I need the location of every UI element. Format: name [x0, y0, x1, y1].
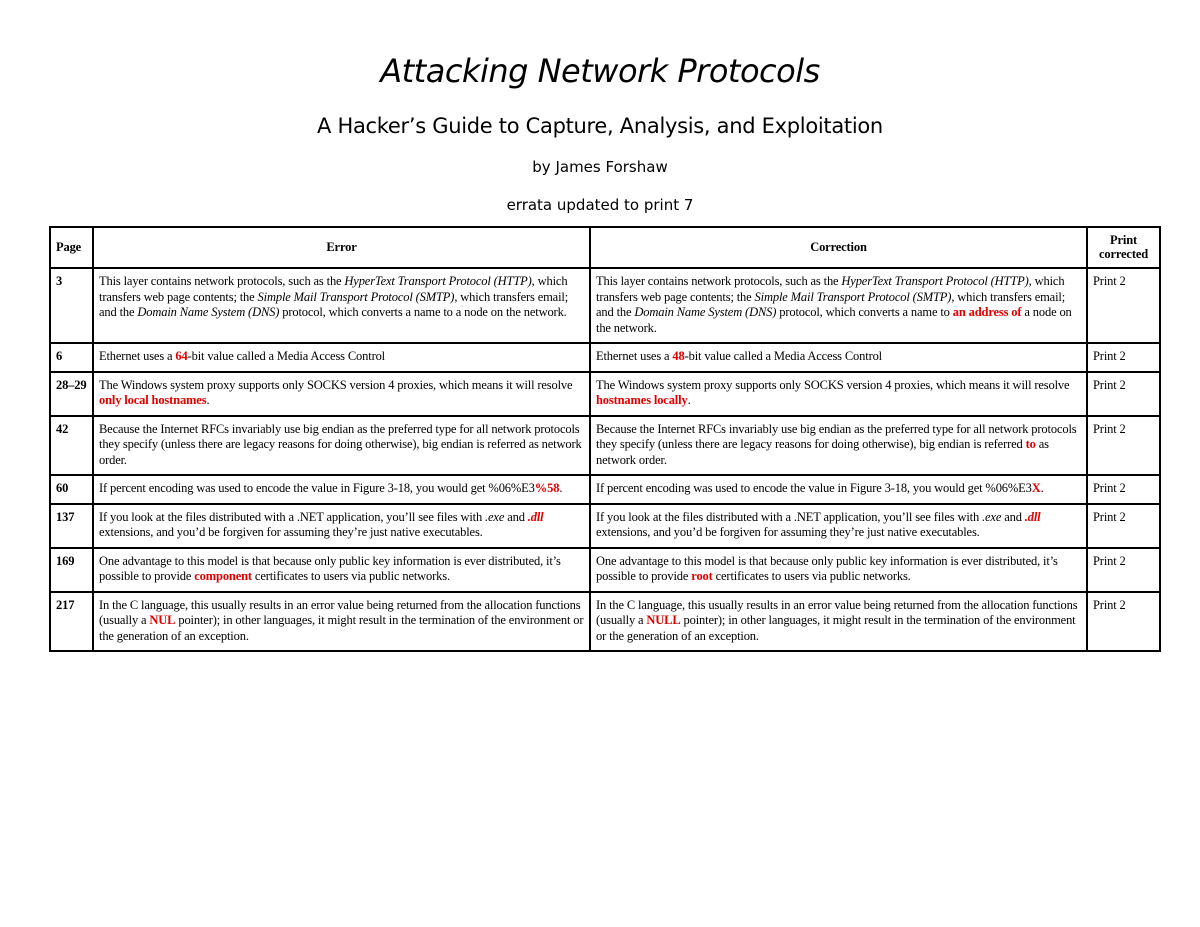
text-segment: extensions, and you’d be forgiven for assuming they’re just native executables.: [596, 525, 980, 539]
text-segment: Domain Name System (DNS): [137, 305, 280, 319]
text-segment: .: [559, 481, 563, 495]
cell-print-corrected: Print 2: [1087, 268, 1160, 343]
author-line: by James Forshaw: [532, 158, 668, 176]
highlighted-change: NULL: [646, 613, 681, 627]
text-segment: HyperText Transport Protocol (HTTP): [344, 274, 532, 288]
cell-correction: [590, 416, 1087, 476]
cell-correction: [590, 343, 1087, 372]
table-row: [50, 592, 1160, 652]
cell-page: 42: [50, 416, 93, 476]
text-segment: -bit value called a Media Access Control: [684, 349, 882, 363]
cell-page: 217: [50, 592, 93, 652]
cell-print-corrected: Print 2: [1087, 592, 1160, 652]
text-segment: If percent encoding was used to encode the value in Figure 3-18, you would get %06%E3: [99, 481, 535, 495]
text-segment: .exe: [982, 509, 1002, 524]
highlighted-change: 64: [175, 349, 188, 363]
text-segment: , which transfers web page contents; the: [99, 274, 568, 304]
cell-error: [93, 416, 590, 476]
cell-error: [93, 343, 590, 372]
table-row: [50, 504, 1160, 548]
text-segment: Simple Mail Transport Protocol (SMTP): [754, 289, 952, 304]
header-page: Page: [50, 227, 93, 268]
text-segment: -bit value called a Media Access Control: [187, 349, 385, 363]
text-segment: This layer contains network protocols, such as the: [596, 274, 842, 288]
text-segment: .: [1040, 481, 1044, 495]
cell-correction: [590, 504, 1087, 548]
cell-correction: [590, 548, 1087, 592]
text-segment: and: [1001, 509, 1025, 524]
text-segment: The Windows system proxy supports only SOCKS version 4 proxies, which means it will resolve: [99, 377, 573, 392]
cell-page: 28–29: [50, 372, 93, 416]
text-segment: Domain Name System (DNS): [634, 305, 777, 319]
table-row: [50, 416, 1160, 476]
text-segment: certificates to users via public networks.: [251, 569, 450, 583]
table-row: [50, 268, 1160, 343]
cell-page: 3: [50, 268, 93, 343]
text-segment: One advantage to this model is that because only public key information is ever distributed, it’s possible to provide: [99, 553, 561, 583]
cell-page: 6: [50, 343, 93, 372]
text-segment: , which transfers web page contents; the: [596, 274, 1065, 304]
table-row: [50, 475, 1160, 504]
cell-error: [93, 592, 590, 652]
text-segment: If percent encoding was used to encode the value in Figure 3-18, you would get %06%E3: [596, 481, 1032, 495]
text-segment: .: [687, 393, 691, 407]
errata-table: [49, 226, 1161, 652]
header-error: Error: [93, 227, 590, 268]
text-segment: If you look at the files distributed with a .NET application, you’ll see files with: [99, 509, 486, 524]
text-segment: If you look at the files distributed with a .NET application, you’ll see files with: [596, 509, 983, 524]
text-segment: In the C language, this usually results in an error value being returned from the allocation functions (usually a: [99, 597, 581, 627]
text-segment: One advantage to this model is that because only public key information is ever distributed, it’s possible to provide: [596, 553, 1058, 583]
text-segment: as network order.: [596, 437, 1049, 467]
highlighted-change: X: [1031, 481, 1041, 495]
cell-print-corrected: Print 2: [1087, 548, 1160, 592]
cell-correction: [590, 592, 1087, 652]
text-segment: .exe: [485, 509, 505, 524]
cell-correction: [590, 372, 1087, 416]
page-title: Attacking Network Protocols: [380, 52, 820, 90]
header-correction: Correction: [590, 227, 1087, 268]
text-segment: extensions, and you’d be forgiven for assuming they’re just native executables.: [99, 525, 483, 539]
cell-page: 60: [50, 475, 93, 504]
cell-correction: [590, 268, 1087, 343]
cell-print-corrected: Print 2: [1087, 504, 1160, 548]
cell-page: 169: [50, 548, 93, 592]
text-segment: HyperText Transport Protocol (HTTP): [841, 274, 1029, 288]
highlighted-change: .dll: [527, 509, 544, 524]
highlighted-change: component: [194, 569, 252, 583]
highlighted-change: 48: [672, 349, 685, 363]
cell-error: [93, 504, 590, 548]
cell-error: [93, 372, 590, 416]
text-segment: This layer contains network protocols, such as the: [99, 274, 345, 288]
cell-page: 137: [50, 504, 93, 548]
cell-correction: [590, 475, 1087, 504]
highlighted-change: %58: [534, 481, 560, 495]
highlighted-change: NUL: [149, 613, 176, 627]
text-segment: Because the Internet RFCs invariably use big endian as the preferred type for all network protocols they specify (unless there are legacy reasons for doing otherwise), big endian is referred as network order.: [99, 421, 582, 467]
text-segment: The Windows system proxy supports only SOCKS version 4 proxies, which means it will resolve: [596, 377, 1070, 392]
text-segment: pointer); in other languages, it might result in the termination of the environment or the generation of an exception.: [596, 613, 1076, 643]
text-segment: and: [504, 509, 528, 524]
text-segment: .: [206, 393, 210, 407]
highlighted-change: hostnames locally: [596, 393, 688, 407]
text-segment: protocol, which converts a name to a node on the network.: [279, 305, 567, 319]
cell-print-corrected: Print 2: [1087, 372, 1160, 416]
errata-update-note: errata updated to print 7: [506, 196, 694, 214]
text-segment: In the C language, this usually results in an error value being returned from the allocation functions (usually a: [596, 597, 1078, 627]
text-segment: pointer); in other languages, it might result in the termination of the environment or the generation of an exception.: [99, 613, 584, 643]
table-row: [50, 548, 1160, 592]
cell-error: [93, 475, 590, 504]
highlighted-change: to: [1025, 437, 1036, 451]
cell-print-corrected: Print 2: [1087, 475, 1160, 504]
cell-error: [93, 268, 590, 343]
page-subtitle: A Hacker’s Guide to Capture, Analysis, and Exploitation: [317, 114, 883, 138]
highlighted-change: an address of: [952, 305, 1022, 319]
text-segment: protocol, which converts a name to: [776, 305, 953, 319]
cell-error: [93, 548, 590, 592]
cell-print-corrected: Print 2: [1087, 416, 1160, 476]
table-header-row: [50, 227, 1160, 268]
table-row: [50, 343, 1160, 372]
text-segment: a node on the network.: [596, 305, 1072, 335]
text-segment: Ethernet uses a: [596, 349, 673, 363]
errata-table-body: [50, 268, 1160, 651]
highlighted-change: only local hostnames: [99, 393, 207, 407]
table-row: [50, 372, 1160, 416]
text-segment: Simple Mail Transport Protocol (SMTP): [257, 289, 455, 304]
cell-print-corrected: Print 2: [1087, 343, 1160, 372]
text-segment: Because the Internet RFCs invariably use big endian as the preferred type for all network protocols they specify (unless there are legacy reasons for doing otherwise), big endian is referred: [596, 421, 1077, 451]
text-segment: Ethernet uses a: [99, 349, 176, 363]
text-segment: certificates to users via public networks.: [712, 569, 911, 583]
header-print-corrected: Print corrected: [1087, 227, 1160, 268]
highlighted-change: root: [691, 569, 713, 583]
text-segment: , which transfers email; and the: [596, 289, 1066, 319]
highlighted-change: .dll: [1024, 509, 1041, 524]
text-segment: , which transfers email; and the: [99, 289, 569, 319]
